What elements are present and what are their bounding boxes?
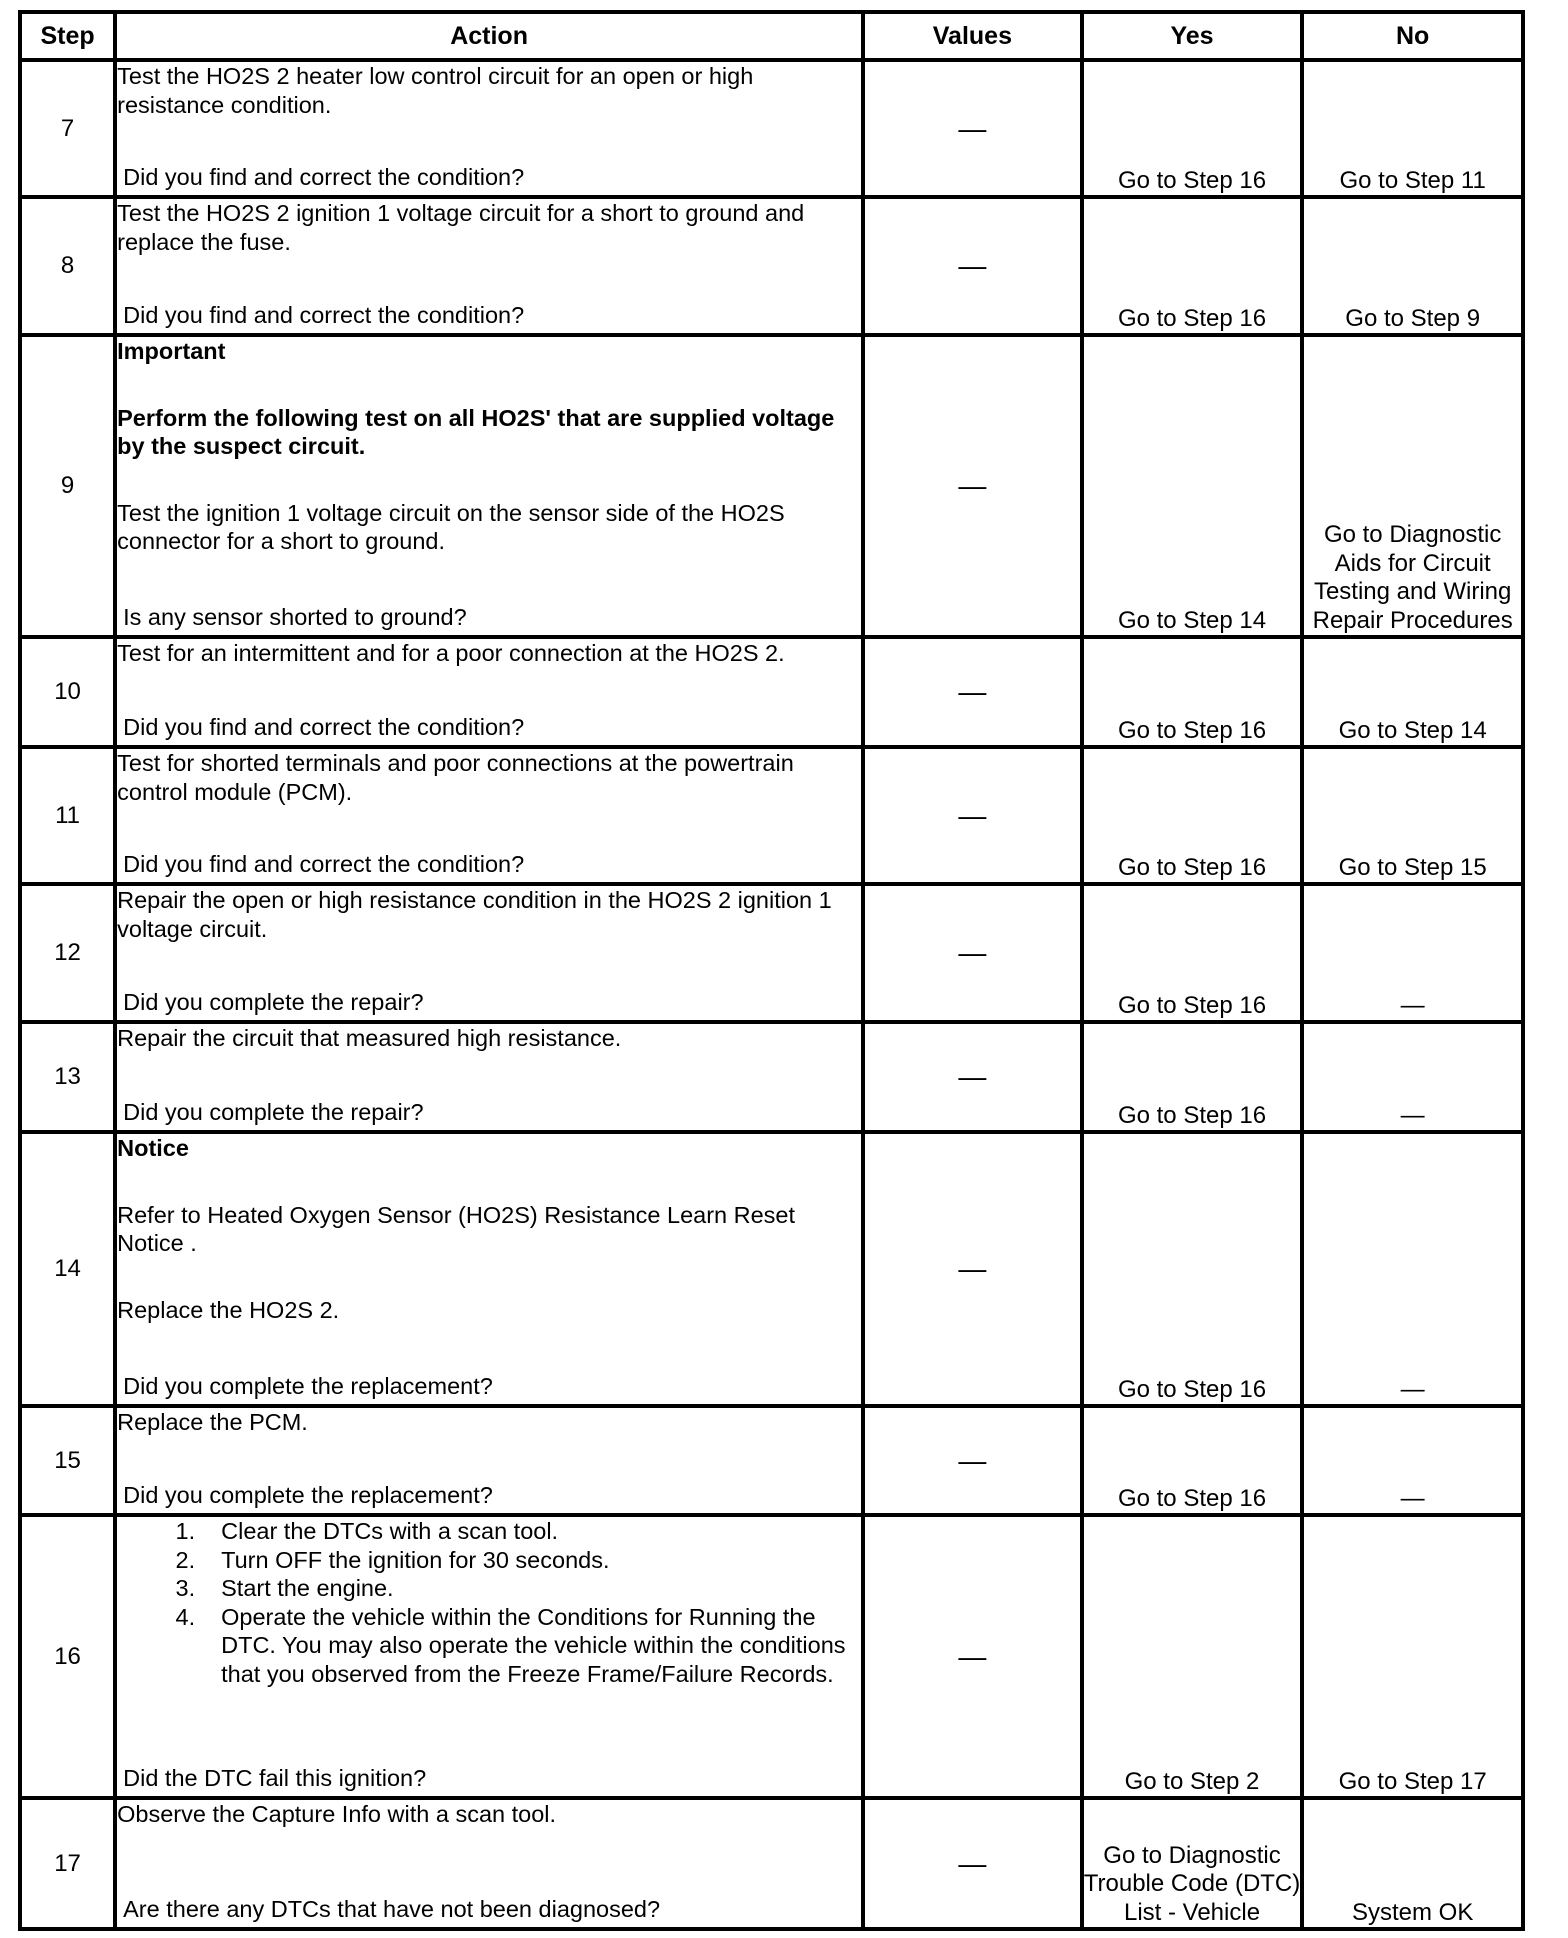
header-row [20, 12, 1523, 60]
step-number: 13 [20, 1022, 115, 1132]
step-number: 7 [20, 60, 115, 197]
table-row [20, 335, 1523, 637]
step-number: 10 [20, 637, 115, 747]
action-question: Did you find and correct the condition? [123, 301, 525, 328]
action-text: Observe the Capture Info with a scan tool. [117, 1801, 557, 1827]
step-number: 16 [20, 1515, 115, 1798]
step-number: 14 [20, 1132, 115, 1406]
table-row [20, 60, 1523, 197]
table-row [20, 197, 1523, 335]
yes-cell: Go to Step 16 [1082, 1406, 1303, 1515]
no-cell: Go to Step 14 [1302, 637, 1523, 747]
yes-cell: Go to Step 16 [1082, 884, 1303, 1022]
list-item-text: Turn OFF the ignition for 30 seconds. [221, 1546, 610, 1573]
action-text: Repair the circuit that measured high resistance. [117, 1025, 622, 1051]
action-text: Test for an intermittent and for a poor connection at the HO2S 2. [117, 640, 785, 666]
yes-cell: Go to Diagnostic Trouble Code (DTC) List - Vehicle [1082, 1798, 1303, 1929]
table-row [20, 637, 1523, 747]
header-yes: Yes [1082, 12, 1303, 60]
action-text: Replace the PCM. [117, 1409, 308, 1435]
table-row [20, 1406, 1523, 1515]
step-number: 9 [20, 335, 115, 637]
header-step: Step [20, 12, 115, 60]
list-item-number: 2. [175, 1546, 196, 1573]
action-question: Are there any DTCs that have not been diagnosed? [123, 1895, 661, 1922]
action-cell [115, 197, 863, 335]
values-cell: — [863, 60, 1082, 197]
yes-cell: Go to Step 16 [1082, 747, 1303, 884]
no-cell: Go to Diagnostic Aids for Circuit Testing and Wiring Repair Procedures [1302, 335, 1523, 637]
values-cell: — [863, 197, 1082, 335]
action-text: Test the ignition 1 voltage circuit on the sensor side of the HO2S connector for a short to ground. [117, 499, 785, 554]
yes-cell: Go to Step 16 [1082, 637, 1303, 747]
table-row [20, 1132, 1523, 1406]
yes-cell: Go to Step 2 [1082, 1515, 1303, 1798]
diagnostic-table [18, 10, 1525, 1931]
values-cell: — [863, 637, 1082, 747]
action-cell [115, 1132, 863, 1406]
action-question: Did you complete the repair? [123, 1098, 424, 1125]
action-text: Refer to Heated Oxygen Sensor (HO2S) Resistance Learn Reset Notice . [117, 1201, 796, 1256]
action-cell [115, 1798, 863, 1929]
yes-cell: Go to Step 16 [1082, 1132, 1303, 1406]
no-cell: — [1302, 884, 1523, 1022]
procedure-list-item [117, 1574, 861, 1603]
action-question: Did you find and correct the condition? [123, 163, 525, 190]
step-number: 17 [20, 1798, 115, 1929]
action-question: Did you complete the replacement? [123, 1481, 493, 1508]
yes-cell: Go to Step 16 [1082, 197, 1303, 335]
no-cell: Go to Step 9 [1302, 197, 1523, 335]
list-item-number: 4. [175, 1603, 196, 1630]
no-cell: — [1302, 1406, 1523, 1515]
procedure-list-item [117, 1546, 861, 1575]
procedure-list-item [117, 1603, 861, 1689]
yes-cell: Go to Step 16 [1082, 60, 1303, 197]
no-cell: System OK [1302, 1798, 1523, 1929]
yes-cell: Go to Step 14 [1082, 335, 1303, 637]
list-item-text: Clear the DTCs with a scan tool. [221, 1518, 559, 1544]
action-heading: Important [117, 338, 226, 364]
procedure-list-item [117, 1517, 861, 1546]
action-text: Test the HO2S 2 heater low control circuit for an open or high resistance condition. [117, 63, 754, 118]
no-cell: Go to Step 11 [1302, 60, 1523, 197]
no-cell: Go to Step 15 [1302, 747, 1523, 884]
action-cell [115, 60, 863, 197]
action-question: Did you complete the replacement? [123, 1372, 493, 1399]
no-cell: — [1302, 1132, 1523, 1406]
table-row [20, 1022, 1523, 1132]
values-cell: — [863, 884, 1082, 1022]
values-cell: — [863, 1132, 1082, 1406]
table-row [20, 747, 1523, 884]
action-important-text: Perform the following test on all HO2S' that are supplied voltage by the suspect circuit. [117, 404, 835, 459]
table-row [20, 884, 1523, 1022]
action-cell [115, 1515, 863, 1798]
action-text: Test for shorted terminals and poor connections at the powertrain control module (PCM). [117, 750, 794, 805]
header-action: Action [115, 12, 863, 60]
list-item-number: 3. [175, 1575, 196, 1601]
action-question: Did the DTC fail this ignition? [123, 1764, 427, 1791]
action-cell [115, 747, 863, 884]
values-cell: — [863, 1798, 1082, 1929]
list-item-text: Start the engine. [221, 1575, 394, 1601]
step-number: 15 [20, 1406, 115, 1515]
action-heading: Notice [117, 1135, 189, 1161]
action-question: Did you find and correct the condition? [123, 850, 525, 877]
action-cell [115, 1022, 863, 1132]
step-number: 12 [20, 884, 115, 1022]
action-text: Test the HO2S 2 ignition 1 voltage circuit for a short to ground and replace the fuse. [117, 200, 805, 255]
list-item-number: 1. [175, 1518, 196, 1544]
action-question: Did you complete the repair? [123, 988, 424, 1015]
action-text: Replace the HO2S 2. [117, 1296, 340, 1323]
action-cell [115, 1406, 863, 1515]
action-cell [115, 884, 863, 1022]
values-cell: — [863, 1515, 1082, 1798]
action-cell [115, 335, 863, 637]
values-cell: — [863, 1022, 1082, 1132]
table-row [20, 1515, 1523, 1798]
action-question: Did you find and correct the condition? [123, 713, 525, 740]
action-question: Is any sensor shorted to ground? [123, 603, 467, 630]
header-values: Values [863, 12, 1082, 60]
values-cell: — [863, 1406, 1082, 1515]
table-row [20, 1798, 1523, 1929]
step-number: 8 [20, 197, 115, 335]
list-item-text: Operate the vehicle within the Conditions for Running the DTC. You may also operate the vehicle within the conditions that you observed from the Freeze Frame/Failure Records. [221, 1603, 846, 1687]
step-number: 11 [20, 747, 115, 884]
values-cell: — [863, 335, 1082, 637]
action-cell [115, 637, 863, 747]
no-cell: Go to Step 17 [1302, 1515, 1523, 1798]
header-no: No [1302, 12, 1523, 60]
values-cell: — [863, 747, 1082, 884]
no-cell: — [1302, 1022, 1523, 1132]
action-text: Repair the open or high resistance condition in the HO2S 2 ignition 1 voltage circuit. [117, 887, 832, 942]
yes-cell: Go to Step 16 [1082, 1022, 1303, 1132]
procedure-list [117, 1517, 861, 1688]
